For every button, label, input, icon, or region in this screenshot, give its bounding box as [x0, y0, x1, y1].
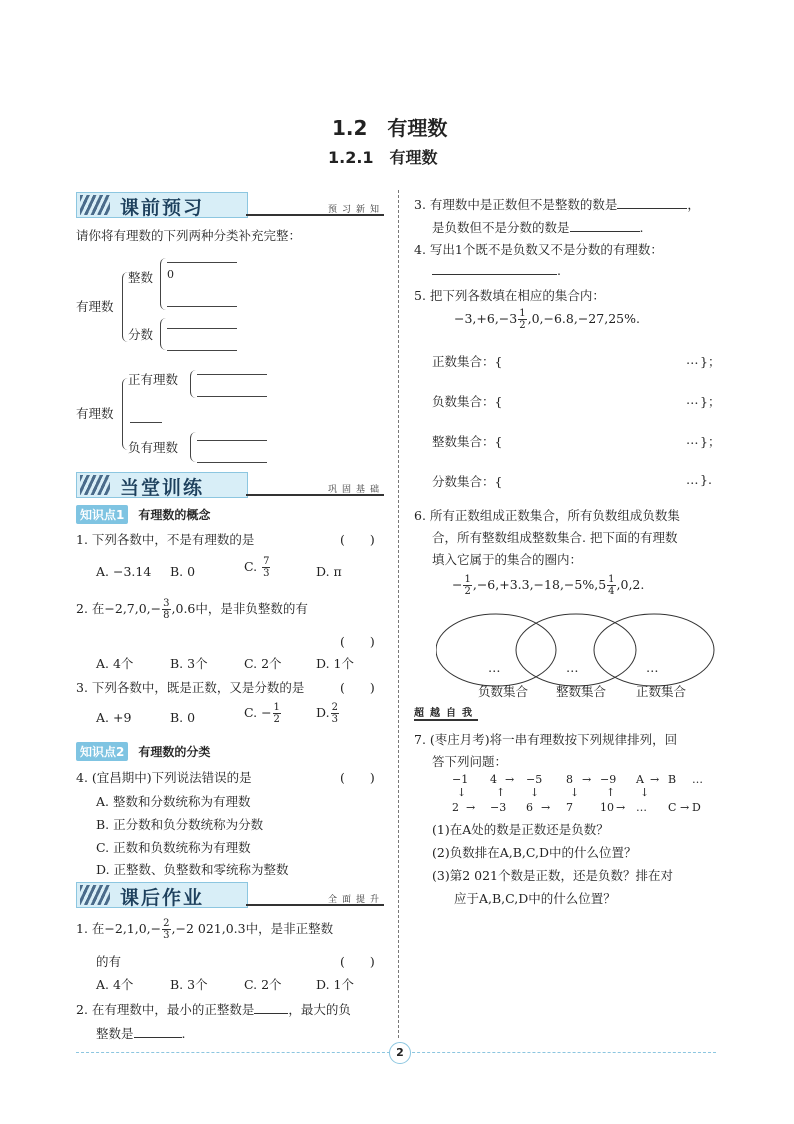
banner-homework-sub: 全面提升	[327, 895, 384, 905]
arrow-icon: →	[650, 773, 660, 786]
h2-line2	[96, 1024, 186, 1042]
r3-line1-end: ，	[687, 197, 700, 212]
r5-mixed-frac	[518, 308, 526, 331]
pattern-bottom: 2	[452, 801, 459, 814]
arrow-icon: →	[582, 773, 592, 786]
h2-end: .	[181, 1026, 186, 1041]
h1-option-c: C. 2个	[244, 977, 282, 992]
frac-den: 8	[163, 610, 170, 621]
q2-stem-pre: 2. 在−2,7,0,−	[76, 601, 162, 616]
set-dots: …	[686, 352, 699, 367]
frac-num: 1	[273, 702, 280, 713]
negative-set-circle	[436, 614, 556, 686]
tree2-positive-brace	[190, 370, 196, 398]
r3-line1	[414, 195, 700, 213]
kp2-label: 有理数的分类	[138, 745, 211, 759]
banner-preview-sub: 预习新知	[327, 205, 384, 215]
blank-line	[167, 306, 237, 307]
blank-line	[432, 262, 557, 275]
frac-num: 2	[163, 918, 170, 929]
q4-option-d: D. 正整数、负整数和零统称为整数	[96, 862, 289, 877]
r3-stem: 3. 有理数中是正数但不是整数的数是	[414, 197, 618, 212]
h2-stem-mid: ，最大的负	[288, 1002, 351, 1017]
r7-q1: (1)在A处的数是正数还是负数？	[432, 822, 609, 837]
q3-d-label: D.	[316, 705, 330, 720]
r6-frac2	[607, 574, 615, 597]
tree1-integer-brace	[160, 258, 166, 310]
banner-class-title: 当堂训练	[120, 477, 205, 499]
frac-num: 7	[263, 556, 270, 567]
arrow-icon: ↑	[606, 786, 616, 799]
page-number: 2	[389, 1042, 411, 1064]
tree1-fraction: 分数	[128, 327, 154, 342]
pattern-bottom: D	[692, 801, 701, 814]
r5-numbers	[454, 308, 640, 331]
set-dots: …	[686, 392, 699, 407]
blank-line	[197, 374, 267, 375]
pattern-top: 8	[566, 773, 573, 786]
h2-line1	[76, 1000, 351, 1018]
q4-option-c: C. 正数和负数统称为有理数	[96, 840, 251, 855]
r6-nums-b: ,−6,+3.3,−18,−5%,5	[472, 577, 607, 592]
q2-frac	[162, 598, 170, 621]
q4-option-a: A. 整数和分数统称为有理数	[96, 794, 251, 809]
blank-line	[254, 1001, 288, 1014]
blank-line	[197, 440, 267, 441]
q3-d-frac	[331, 702, 339, 725]
arrow-icon: ↓	[457, 786, 467, 799]
banner-homework-title: 课后作业	[120, 887, 205, 909]
pattern-top: B	[668, 773, 677, 786]
tree2-root: 有理数	[76, 406, 114, 421]
section-title: 1.2 有理数	[332, 116, 448, 140]
frac-num: 2	[331, 702, 338, 713]
r3-line2-pre: 是负数但不是分数的数是	[432, 220, 570, 235]
q1-option-c	[244, 556, 271, 579]
set-end: }；	[700, 434, 721, 449]
blank-line	[197, 396, 267, 397]
pattern-top: −9	[600, 773, 617, 786]
pattern-top: 4	[490, 773, 497, 786]
frac-den: 3	[263, 568, 270, 579]
h1-stem2: 的有	[96, 954, 122, 969]
r6-line3: 填入它属于的集合的圈内：	[432, 552, 583, 567]
integer-set-circle	[516, 614, 636, 686]
h2-stem2: 整数是	[96, 1026, 134, 1041]
q1-option-b: B. 0	[170, 564, 196, 579]
h2-stem-pre: 2. 在有理数中，最小的正整数是	[76, 1002, 255, 1017]
pattern-bottom: 6	[526, 801, 533, 814]
q2-option-a: A. 4个	[96, 656, 134, 671]
knowledge-point-2	[76, 742, 210, 761]
knowledge-point-1	[76, 505, 210, 524]
arrow-icon: →	[466, 801, 476, 814]
r7-q2: (2)负数排在A,B,C,D中的什么位置？	[432, 845, 637, 860]
blank-line	[134, 1025, 182, 1038]
column-divider	[398, 190, 399, 1038]
r6-nums-c: ,0,2.	[616, 577, 645, 592]
q3-option-c	[244, 702, 282, 725]
r3-line2-end: .	[639, 220, 644, 235]
frac-num: 3	[163, 598, 170, 609]
frac-den: 2	[273, 714, 280, 725]
q2-stem-post: ,0.6中，是非负整数的有	[171, 601, 308, 616]
q3-stem: 3. 下列各数中，既是正数，又是分数的是	[76, 680, 305, 695]
arrow-icon: ↓	[570, 786, 580, 799]
blank-line	[570, 219, 640, 232]
venn-label: 整数集合	[556, 684, 607, 699]
set-end: }；	[700, 354, 721, 369]
q4-paren: ( )	[340, 770, 375, 785]
q1-c-label: C.	[244, 559, 258, 574]
q4-option-b: B. 正分数和负分数统称为分数	[96, 817, 264, 832]
blank-line	[130, 422, 162, 423]
q3-c-frac	[273, 702, 281, 725]
frac-den: 2	[519, 320, 526, 331]
pattern-bottom: …	[636, 801, 647, 814]
q3-option-a: A. +9	[96, 710, 132, 725]
r4-line1: 4. 写出1个既不是负数又不是分数的有理数：	[414, 242, 663, 257]
q4-stem: 4. (宜昌期中)下列说法错误的是	[76, 770, 252, 785]
blank-line	[617, 196, 687, 209]
q3-paren: ( )	[340, 680, 375, 695]
set-label: 负数集合：{	[432, 394, 503, 409]
frac-den: 3	[331, 714, 338, 725]
frac-num: 1	[608, 574, 615, 585]
set-label: 整数集合：{	[432, 434, 503, 449]
banner-class	[76, 472, 384, 498]
set-dots: …	[686, 472, 699, 487]
q1-option-d: D. π	[316, 564, 342, 579]
positive-set-circle	[594, 614, 714, 686]
r6-numbers	[452, 574, 644, 597]
tree1-zero: 0	[167, 268, 174, 281]
frac-den: 4	[608, 586, 615, 597]
q2-stem	[76, 598, 308, 621]
q3-c-label: C. −	[244, 705, 272, 720]
pattern-bottom: 10	[600, 801, 614, 814]
blank-line	[167, 328, 237, 329]
r6-frac1	[463, 574, 471, 597]
q2-option-c: C. 2个	[244, 656, 282, 671]
pattern-top: −1	[452, 773, 469, 786]
r6-nums-a: −	[452, 577, 463, 592]
h1-stem-post: ,−2 021,0.3中，是非正整数	[171, 921, 334, 936]
r7-line1: 7. (枣庄月考)将一串有理数按下列规律排列，回	[414, 732, 678, 747]
r4-end: .	[557, 263, 561, 278]
q1-paren: ( )	[340, 532, 375, 547]
banner-preview-title: 课前预习	[120, 197, 205, 219]
q3-option-d	[316, 702, 340, 725]
h1-stem	[76, 918, 333, 941]
kp1-label: 有理数的概念	[138, 508, 211, 522]
q1-option-a: A. −3.14	[96, 564, 152, 579]
tree2-positive: 正有理数	[128, 372, 179, 387]
subsection-title: 1.2.1 有理数	[328, 148, 438, 167]
blank-line	[197, 462, 267, 463]
h1-option-d: D. 1个	[316, 977, 354, 992]
set-label: 分数集合：{	[432, 474, 503, 489]
pattern-bottom: C	[668, 801, 677, 814]
venn-dots: …	[488, 660, 501, 675]
pattern-top: …	[692, 773, 703, 786]
set-end: }；	[700, 394, 721, 409]
r5-nums-pre: −3,+6,−3	[454, 311, 518, 326]
h1-option-a: A. 4个	[96, 977, 134, 992]
r7-line2: 答下列问题：	[432, 754, 508, 769]
r6-line1: 6. 所有正数组成正数集合，所有负数组成负数集	[414, 508, 680, 523]
tree1-root: 有理数	[76, 299, 114, 314]
r5-stem: 5. 把下列各数填在相应的集合内：	[414, 288, 605, 303]
blank-line	[167, 262, 237, 263]
tree2-negative: 负有理数	[128, 440, 179, 455]
q2-option-b: B. 3个	[170, 656, 208, 671]
r5-nums-post: ,0,−6.8,−27,25%.	[527, 311, 640, 326]
preview-instruction: 请你将有理数的下列两种分类补充完整：	[76, 228, 302, 243]
banner-preview	[76, 192, 384, 218]
blank-line	[167, 350, 237, 351]
r6-line2: 合，所有整数组成整数集合. 把下面的有理数	[432, 530, 678, 545]
q2-paren: ( )	[340, 634, 375, 649]
pattern-bottom: −3	[490, 801, 507, 814]
venn-label: 负数集合	[478, 684, 529, 699]
h1-stem-pre: 1. 在−2,1,0,−	[76, 921, 162, 936]
q1-stem: 1. 下列各数中，不是有理数的是	[76, 532, 255, 547]
set-end: }.	[700, 472, 712, 487]
h1-frac	[162, 918, 170, 941]
frac-den: 3	[163, 930, 170, 941]
arrow-icon: →	[505, 773, 515, 786]
arrow-icon: →	[616, 801, 626, 814]
arrow-icon: ↑	[496, 786, 506, 799]
arrow-icon: →	[680, 801, 690, 814]
frac-den: 2	[464, 586, 471, 597]
q2-option-d: D. 1个	[316, 656, 354, 671]
tree2-negative-brace	[190, 432, 196, 462]
venn-dots: …	[646, 660, 659, 675]
kp2-tag: 知识点2	[76, 742, 128, 761]
pattern-bottom: 7	[566, 801, 573, 814]
q1-c-frac	[262, 556, 270, 579]
arrow-icon: ↓	[640, 786, 650, 799]
tree1-integer: 整数	[128, 270, 154, 285]
r7-q3: (3)第2 021个数是正数，还是负数？排在对	[432, 868, 673, 883]
pattern-top: −5	[526, 773, 543, 786]
set-label: 正数集合：{	[432, 354, 503, 369]
r7-q3b: 应于A,B,C,D中的什么位置？	[454, 891, 616, 906]
r3-line2	[432, 218, 644, 236]
venn-dots: …	[566, 660, 579, 675]
arrow-icon: →	[541, 801, 551, 814]
arrow-icon: ↓	[530, 786, 540, 799]
kp1-tag: 知识点1	[76, 505, 128, 524]
banner-class-sub: 巩固基础	[327, 485, 384, 495]
tree1-fraction-brace	[160, 318, 166, 350]
beyond-label: 超越自我	[414, 704, 478, 721]
pattern-top: A	[636, 773, 644, 786]
set-dots: …	[686, 432, 699, 447]
q3-option-b: B. 0	[170, 710, 196, 725]
h1-paren: ( )	[340, 954, 375, 969]
venn-label: 正数集合	[636, 684, 687, 699]
h1-option-b: B. 3个	[170, 977, 208, 992]
frac-num: 1	[519, 308, 526, 319]
banner-homework	[76, 882, 384, 908]
r4-line2	[432, 262, 561, 278]
frac-num: 1	[464, 574, 471, 585]
